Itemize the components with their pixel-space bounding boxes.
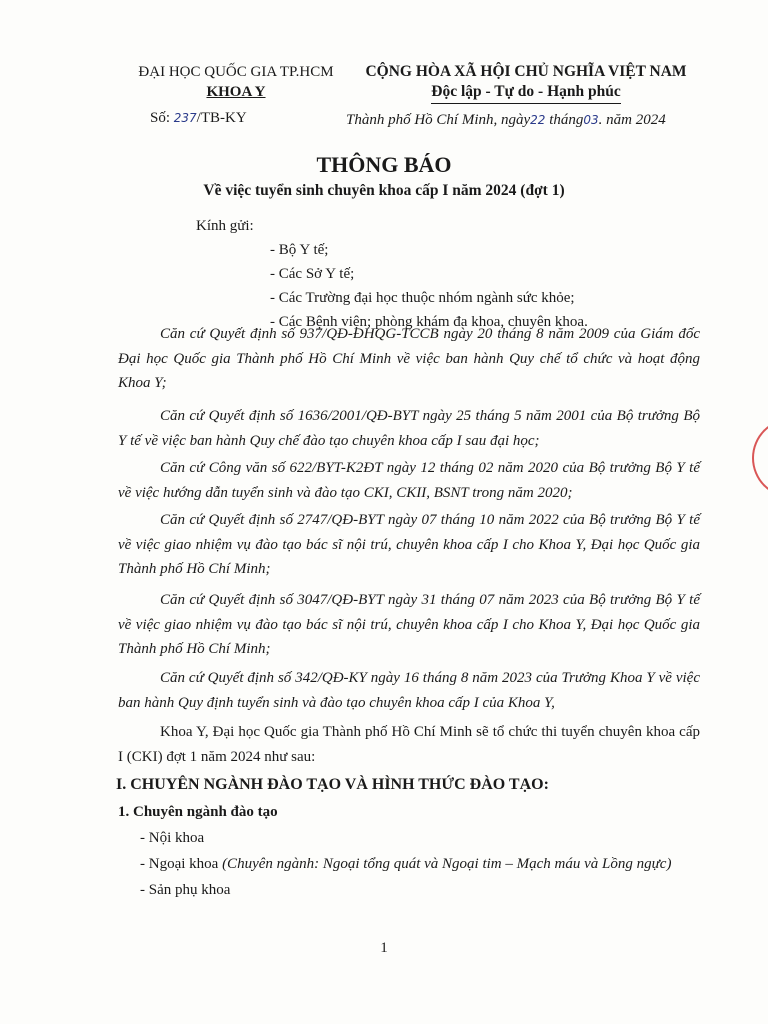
issuing-organization [120,62,352,102]
red-seal-stamp [752,418,768,498]
major-item: - Ngoại khoa (Chuyên ngành: Ngoại tổng quát và Ngoại tim – Mạch máu và Lồng ngực) [140,856,672,872]
legal-basis-paragraph: Căn cứ Quyết định số 1636/2001/QĐ-BYT ngày 25 tháng 5 năm 2001 của Bộ trưởng Bộ Y tế về việc ban hành Quy chế đào tạo chuyên khoa cấp I sau đại học; [118,408,700,449]
handwritten-day: 22 [530,113,546,127]
section-heading: I. CHUYÊN NGÀNH ĐÀO TẠO VÀ HÌNH THỨC ĐÀO TẠO: [116,776,549,793]
handwritten-month: 03 [583,113,599,127]
national-motto: Độc lập - Tự do - Hạnh phúc [431,82,620,104]
legal-basis-paragraph: Căn cứ Quyết định số 3047/QĐ-BYT ngày 31 tháng 07 năm 2023 của Bộ trưởng Bộ Y tế về việc giao nhiệm vụ đào tạo bác sĩ nội trú, chuyên khoa cấp I cho Khoa Y, Đại học Quốc gia Thành phố Hồ Chí Minh; [118,592,700,657]
legal-basis-paragraph: Căn cứ Quyết định số 2747/QĐ-BYT ngày 07 tháng 10 năm 2022 của Bộ trưởng Bộ Y tế về việc giao nhiệm vụ đào tạo bác sĩ nội trú, chuyên khoa cấp I cho Khoa Y, Đại học Quốc gia Thành phố Hồ Chí Minh; [118,512,700,577]
issue-date: Thành phố Hồ Chí Minh, ngày22 tháng03. năm 2024 [346,112,666,128]
org-unit: KHOA Y [206,84,266,100]
major-note: (Chuyên ngành: Ngoại tổng quát và Ngoại tim – Mạch máu và Lồng ngực) [222,856,672,872]
document-title: THÔNG BÁO [316,152,452,177]
handwritten-number: 237 [173,111,197,125]
intro-paragraph: Khoa Y, Đại học Quốc gia Thành phố Hồ Chí Minh sẽ tổ chức thi tuyển chuyên khoa cấp I (CKI) đợt 1 năm 2024 như sau: [118,724,700,765]
page-number: 1 [380,940,388,956]
legal-basis-paragraph: Căn cứ Công văn số 622/BYT-K2ĐT ngày 12 tháng 02 năm 2020 của Bộ trưởng Bộ Y tế về việc hướng dẫn tuyển sinh và đào tạo CKI, CKII, BSNT trong năm 2020; [118,460,700,501]
org-name: ĐẠI HỌC QUỐC GIA TP.HCM [138,64,334,80]
major-item: - Nội khoa [140,830,205,846]
legal-basis-paragraph: Căn cứ Quyết định số 342/QĐ-KY ngày 16 tháng 8 năm 2023 của Trưởng Khoa Y về việc ban hành Quy định tuyển sinh và đào tạo chuyên khoa cấp I của Khoa Y, [118,670,700,711]
recipient-item: - Các Bệnh viện; phòng khám đa khoa, chuyên khoa. [270,314,588,330]
recipient-item: - Các Trường đại học thuộc nhóm ngành sức khỏe; [270,290,575,306]
country-name: CỘNG HÒA XÃ HỘI CHỦ NGHĨA VIỆT NAM [365,63,687,80]
legal-basis-paragraph: Căn cứ Quyết định số 937/QĐ-ĐHQG-TCCB ngày 20 tháng 8 năm 2009 của Giám đốc Đại học Quốc gia Thành phố Hồ Chí Minh về việc ban hành Quy chế tổ chức và hoạt động Khoa Y; [118,326,700,391]
recipient-item: - Bộ Y tế; [270,242,329,258]
document-subtitle: Về việc tuyển sinh chuyên khoa cấp I năm 2024 (đợt 1) [203,182,565,199]
recipient-item: - Các Sở Y tế; [270,266,355,282]
major-item: - Sản phụ khoa [140,882,231,898]
salutation: Kính gửi: [196,218,254,234]
document-number: Số: 237/TB-KY [150,110,247,126]
national-header [356,62,696,104]
subsection-heading: 1. Chuyên ngành đào tạo [118,804,278,820]
